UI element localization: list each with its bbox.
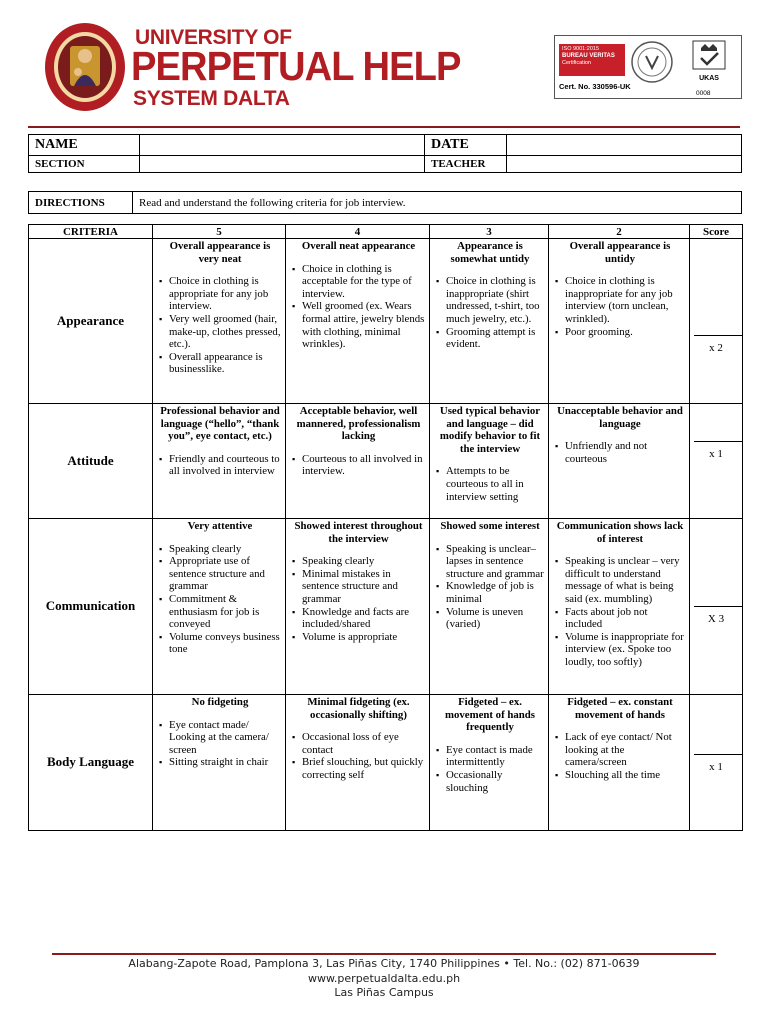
criteria-bullet: ▪ Choice in clothing is inappropriate for any job interview (torn unclean, wrinkled).: [555, 275, 685, 325]
criteria-bullet-list: [436, 465, 544, 503]
criteria-bullet-list: [555, 555, 685, 668]
directions-label: DIRECTIONS: [29, 192, 133, 214]
cell-heading: Minimal fidgeting (ex. occasionally shifting): [307, 696, 410, 721]
date-field[interactable]: [507, 135, 742, 156]
cell-heading: Unacceptable behavior and language: [557, 405, 683, 430]
date-label: DATE: [425, 135, 507, 156]
criteria-bullet: ▪ Lack of eye contact/ Not looking at the camera/screen: [555, 731, 685, 769]
criteria-bullet-list: [159, 719, 281, 769]
footer-address: Alabang-Zapote Road, Pamplona 3, Las Piñas City, 1740 Philippines • Tel. No.: (02) 871-0639: [128, 957, 640, 970]
criteria-bullet: ▪ Grooming attempt is evident.: [436, 326, 544, 351]
certification-label: Certification: [562, 60, 592, 66]
criteria-bullet: ▪ Volume is uneven (varied): [436, 606, 544, 631]
header-3: 3: [430, 225, 549, 239]
rubric-cell: [549, 404, 690, 519]
header-divider: [28, 126, 740, 128]
criteria-bullet-list: [292, 453, 425, 478]
score-blank-line: [694, 754, 742, 755]
rubric-row: [29, 239, 743, 404]
footer: [0, 957, 768, 1001]
cell-heading: Showed some interest: [440, 520, 540, 532]
criteria-bullet: ▪ Very well groomed (hair, make-up, clothes pressed, etc.).: [159, 313, 281, 351]
section-label: SECTION: [29, 156, 140, 173]
criteria-bullet: ▪ Courteous to all involved in interview.: [292, 453, 425, 478]
section-field[interactable]: [140, 156, 425, 173]
cell-heading: Professional behavior and language (“hello”, “thank you”, eye contact, etc.): [160, 405, 280, 443]
criteria-bullet-list: [436, 275, 544, 351]
directions-text: Read and understand the following criteria for job interview.: [133, 192, 742, 214]
criteria-bullet-list: [292, 555, 425, 643]
student-info-table: [28, 134, 742, 173]
crown-check-icon: [681, 40, 737, 70]
header-5: 5: [153, 225, 286, 239]
criteria-bullet-list: [292, 731, 425, 781]
score-multiplier: x 1: [709, 761, 723, 774]
criteria-bullet: ▪ Speaking is unclear– lapses in sentence structure and grammar: [436, 543, 544, 581]
criteria-bullet: ▪ Speaking clearly: [159, 543, 281, 556]
criteria-bullet: ▪ Commitment & enthusiasm for job is conveyed: [159, 593, 281, 631]
criteria-bullet: ▪ Facts about job not included: [555, 606, 685, 631]
cell-heading: Showed interest throughout the interview: [294, 520, 423, 545]
ukas-label: UKAS: [699, 75, 719, 82]
score-blank-line: [694, 606, 742, 607]
cell-heading: Fidgeted – ex. constant movement of hands: [567, 696, 673, 721]
university-seal-icon: [44, 22, 126, 112]
footer-website[interactable]: www.perpetualdalta.edu.ph: [307, 971, 461, 985]
header-4: 4: [286, 225, 430, 239]
criteria-bullet: ▪ Choice in clothing is inappropriate (shirt undressed, t-shirt, too much jewelry, etc.).: [436, 275, 544, 325]
criteria-bullet: ▪ Friendly and courteous to all involved in interview: [159, 453, 281, 478]
rubric-cell: [153, 404, 286, 519]
criteria-bullet: ▪ Volume is appropriate: [292, 631, 425, 644]
criteria-bullet-list: [292, 263, 425, 351]
cell-heading: Acceptable behavior, well mannered, professionalism lacking: [296, 405, 421, 443]
rubric-row: [29, 519, 743, 695]
rubric-cell: [286, 239, 430, 404]
footer-campus: Las Piñas Campus: [334, 986, 434, 999]
score-multiplier: x 2: [709, 342, 723, 355]
cell-heading: Overall appearance is untidy: [569, 240, 671, 265]
score-cell[interactable]: [690, 239, 743, 404]
criteria-bullet: ▪ Brief slouching, but quickly correcting self: [292, 756, 425, 781]
certification-badge: [554, 35, 742, 99]
score-blank-line: [694, 441, 742, 442]
rubric-cell: [430, 519, 549, 695]
name-field[interactable]: [140, 135, 425, 156]
criteria-bullet: ▪ Eye contact made/ Looking at the camera/ screen: [159, 719, 281, 757]
name-label: NAME: [29, 135, 140, 156]
score-cell[interactable]: [690, 519, 743, 695]
criteria-bullet: ▪ Minimal mistakes in sentence structure and grammar: [292, 568, 425, 606]
cell-heading: Overall neat appearance: [301, 240, 416, 252]
criteria-bullet: ▪ Volume conveys business tone: [159, 631, 281, 656]
criteria-label: Appearance: [29, 239, 153, 404]
cell-heading: Very attentive: [187, 520, 253, 532]
criteria-bullet-list: [159, 453, 281, 478]
rubric-cell: [549, 519, 690, 695]
university-name-line3: SYSTEM DALTA: [133, 87, 290, 110]
iso-label: ISO 9001:2015: [562, 46, 600, 52]
criteria-bullet: ▪ Eye contact is made intermittently: [436, 744, 544, 769]
criteria-bullet: ▪ Knowledge and facts are included/shared: [292, 606, 425, 631]
header-score: Score: [690, 225, 743, 239]
rubric-cell: [549, 239, 690, 404]
criteria-bullet-list: [555, 440, 685, 465]
university-name-line2: PERPETUAL HELP: [131, 43, 461, 89]
teacher-label: TEACHER: [425, 156, 507, 173]
score-blank-line: [694, 335, 742, 336]
rubric-cell: [549, 695, 690, 831]
rubric-cell: [286, 404, 430, 519]
score-multiplier: X 3: [707, 613, 725, 626]
rubric-cell: [286, 519, 430, 695]
cert-code: 0008: [696, 90, 711, 97]
criteria-bullet: ▪ Occasionally slouching: [436, 769, 544, 794]
rubric-cell: [430, 404, 549, 519]
criteria-bullet: ▪ Overall appearance is businesslike.: [159, 351, 281, 376]
rubric-cell: [153, 519, 286, 695]
criteria-bullet: ▪ Choice in clothing is appropriate for any job interview.: [159, 275, 281, 313]
criteria-bullet: ▪ Appropriate use of sentence structure and grammar: [159, 555, 281, 593]
rubric-row: [29, 404, 743, 519]
criteria-bullet: ▪ Slouching all the time: [555, 769, 685, 782]
teacher-field[interactable]: [507, 156, 742, 173]
letterhead: [0, 0, 768, 130]
cell-heading: Overall appearance is very neat: [169, 240, 271, 265]
criteria-bullet: ▪ Knowledge of job is minimal: [436, 580, 544, 605]
criteria-bullet-list: [555, 731, 685, 781]
criteria-bullet-list: [436, 744, 544, 794]
directions-table: [28, 191, 742, 214]
criteria-bullet-list: [159, 275, 281, 376]
criteria-bullet: ▪ Well groomed (ex. Wears formal attire, jewelry blends with clothing, minimal wrinkles).: [292, 300, 425, 350]
criteria-bullet: ▪ Occasional loss of eye contact: [292, 731, 425, 756]
cell-heading: Used typical behavior and language – did modify behavior to fit the interview: [439, 405, 541, 455]
criteria-bullet: ▪ Sitting straight in chair: [159, 756, 281, 769]
footer-divider: [52, 953, 716, 955]
ukas-mark: [681, 40, 737, 86]
score-multiplier: x 1: [709, 448, 723, 461]
iso-certification-box: [559, 44, 625, 76]
criteria-bullet: ▪ Choice in clothing is acceptable for the type of interview.: [292, 263, 425, 301]
criteria-bullet: ▪ Attempts to be courteous to all in interview setting: [436, 465, 544, 503]
rubric-table: [28, 224, 743, 831]
score-cell[interactable]: [690, 404, 743, 519]
criteria-label: Body Language: [29, 695, 153, 831]
criteria-bullet: ▪ Unfriendly and not courteous: [555, 440, 685, 465]
criteria-bullet: ▪ Volume is inappropriate for interview (ex. Spoke too loudly, too softly): [555, 631, 685, 669]
rubric-header-row: [29, 225, 743, 239]
criteria-bullet-list: [159, 543, 281, 656]
rubric-cell: [153, 695, 286, 831]
criteria-bullet: ▪ Speaking clearly: [292, 555, 425, 568]
cert-number: Cert. No. 330596-UK: [559, 82, 631, 91]
header-2: 2: [549, 225, 690, 239]
criteria-bullet: ▪ Poor grooming.: [555, 326, 685, 339]
rubric-cell: [286, 695, 430, 831]
rubric-cell: [153, 239, 286, 404]
cell-heading: Communication shows lack of interest: [556, 520, 684, 545]
cell-heading: No fidgeting: [191, 696, 249, 708]
rubric-cell: [430, 695, 549, 831]
criteria-bullet: ▪ Speaking is unclear – very difficult to understand message of what is being said (ex. mumbling): [555, 555, 685, 605]
header-criteria: CRITERIA: [29, 225, 153, 239]
criteria-label: Communication: [29, 519, 153, 695]
cell-heading: Fidgeted – ex. movement of hands frequently: [445, 696, 535, 734]
criteria-label: Attitude: [29, 404, 153, 519]
university-name-line1: UNIVERSITY OF: [135, 26, 292, 49]
bureau-veritas-seal-icon: [627, 40, 677, 84]
score-cell[interactable]: [690, 695, 743, 831]
criteria-bullet-list: [436, 543, 544, 631]
rubric-cell: [430, 239, 549, 404]
cell-heading: Appearance is somewhat untidy: [450, 240, 530, 265]
rubric-row: [29, 695, 743, 831]
bureau-veritas-label: BUREAU VERITAS: [562, 53, 615, 59]
criteria-bullet-list: [555, 275, 685, 338]
